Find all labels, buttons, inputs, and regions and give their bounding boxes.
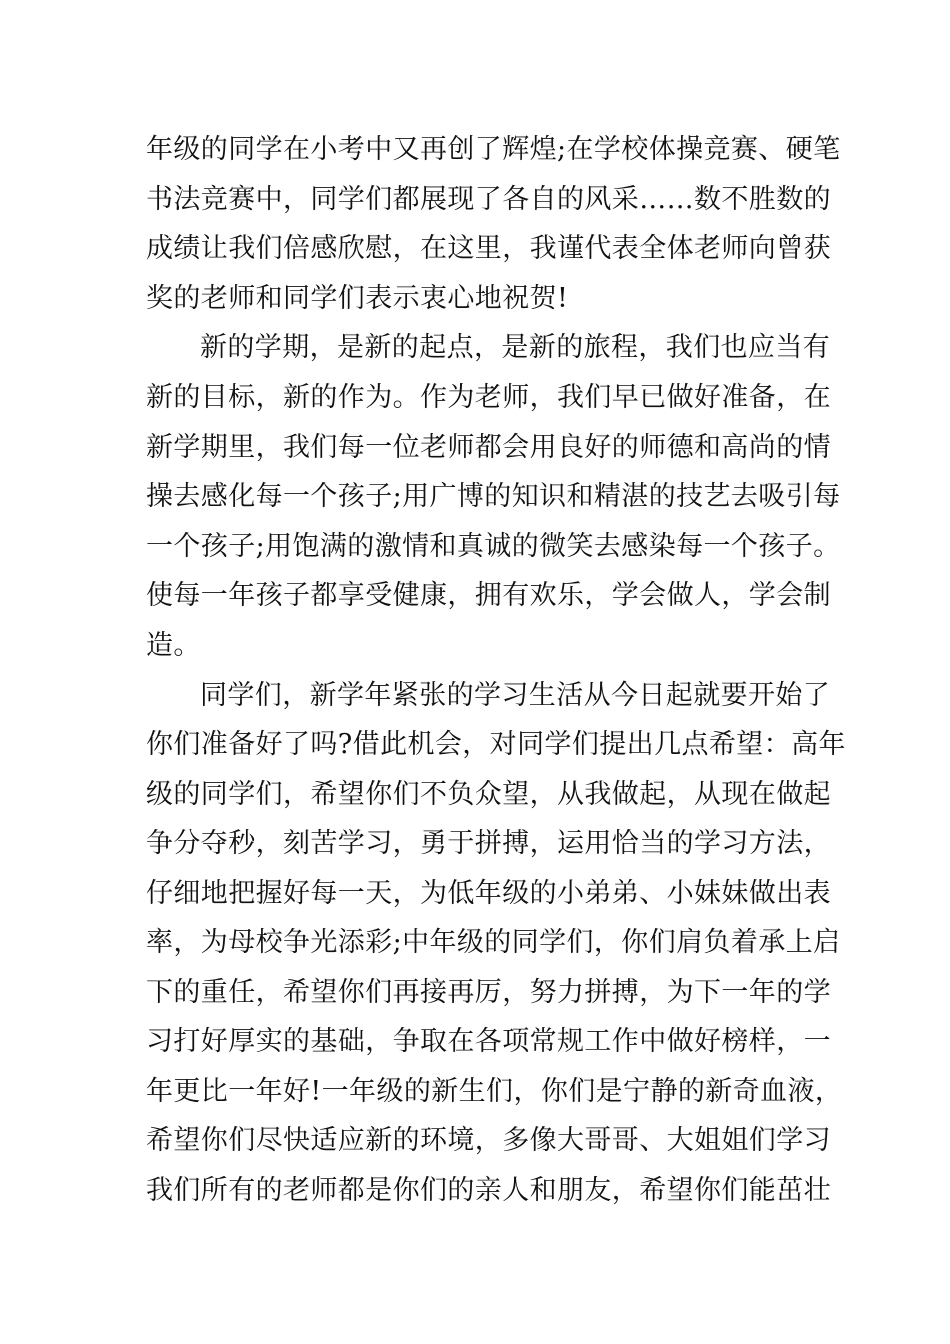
text-line-8: 操去感化每一个孩子;用广博的知识和精湛的技艺去吸引每 <box>146 481 841 512</box>
text-line-10: 使每一年孩子都享受健康，拥有欢乐，学会做人，学会制 <box>146 580 831 611</box>
text-line-20: 年更比一年好!一年级的新生们，你们是宁静的新奇血液， <box>146 1076 843 1107</box>
text-line-3: 成绩让我们倍感欣慰，在这里，我谨代表全体老师向曾获 <box>146 233 831 264</box>
paragraph-start-line: 新的学期，是新的起点，是新的旅程，我们也应当有 <box>200 332 831 363</box>
text-line-22: 我们所有的老师都是你们的亲人和朋友，希望你们能茁壮 <box>146 1175 831 1206</box>
text-line-7: 新学期里，我们每一位老师都会用良好的师德和高尚的情 <box>146 432 831 463</box>
text-line-15: 争分夺秒，刻苦学习，勇于拼搏，运用恰当的学习方法， <box>146 828 831 859</box>
text-line-11: 造。 <box>146 630 201 661</box>
text-line-18: 下的重任，希望你们再接再厉，努力拼搏，为下一年的学 <box>146 977 831 1008</box>
text-line-19: 习打好厚实的基础，争取在各项常规工作中做好榜样，一 <box>146 1026 831 1057</box>
text-line-1: 年级的同学在小考中又再创了辉煌;在学校体操竞赛、硬笔 <box>146 134 841 165</box>
text-line-16: 仔细地把握好每一天，为低年级的小弟弟、小妹妹做出表 <box>146 878 831 909</box>
text-line-6: 新的目标，新的作为。作为老师，我们早已做好准备，在 <box>146 382 831 413</box>
text-line-2: 书法竞赛中，同学们都展现了各自的风采……数不胜数的 <box>146 184 831 215</box>
text-line-21: 希望你们尽快适应新的环境，多像大哥哥、大姐姐们学习 <box>146 1125 831 1156</box>
text-line-9: 一个孩子;用饱满的激情和真诚的微笑去感染每一个孩子。 <box>146 531 841 562</box>
paragraph-start-line: 同学们，新学年紧张的学习生活从今日起就要开始了 <box>200 680 831 711</box>
text-line-13: 你们准备好了吗?借此机会，对同学们提出几点希望：高年 <box>146 729 846 760</box>
text-line-17: 率，为母校争光添彩;中年级的同学们，你们肩负着承上启 <box>146 927 841 958</box>
text-line-4: 奖的老师和同学们表示衷心地祝贺! <box>146 283 569 314</box>
text-line-14: 级的同学们，希望你们不负众望，从我做起，从现在做起 <box>146 779 831 810</box>
